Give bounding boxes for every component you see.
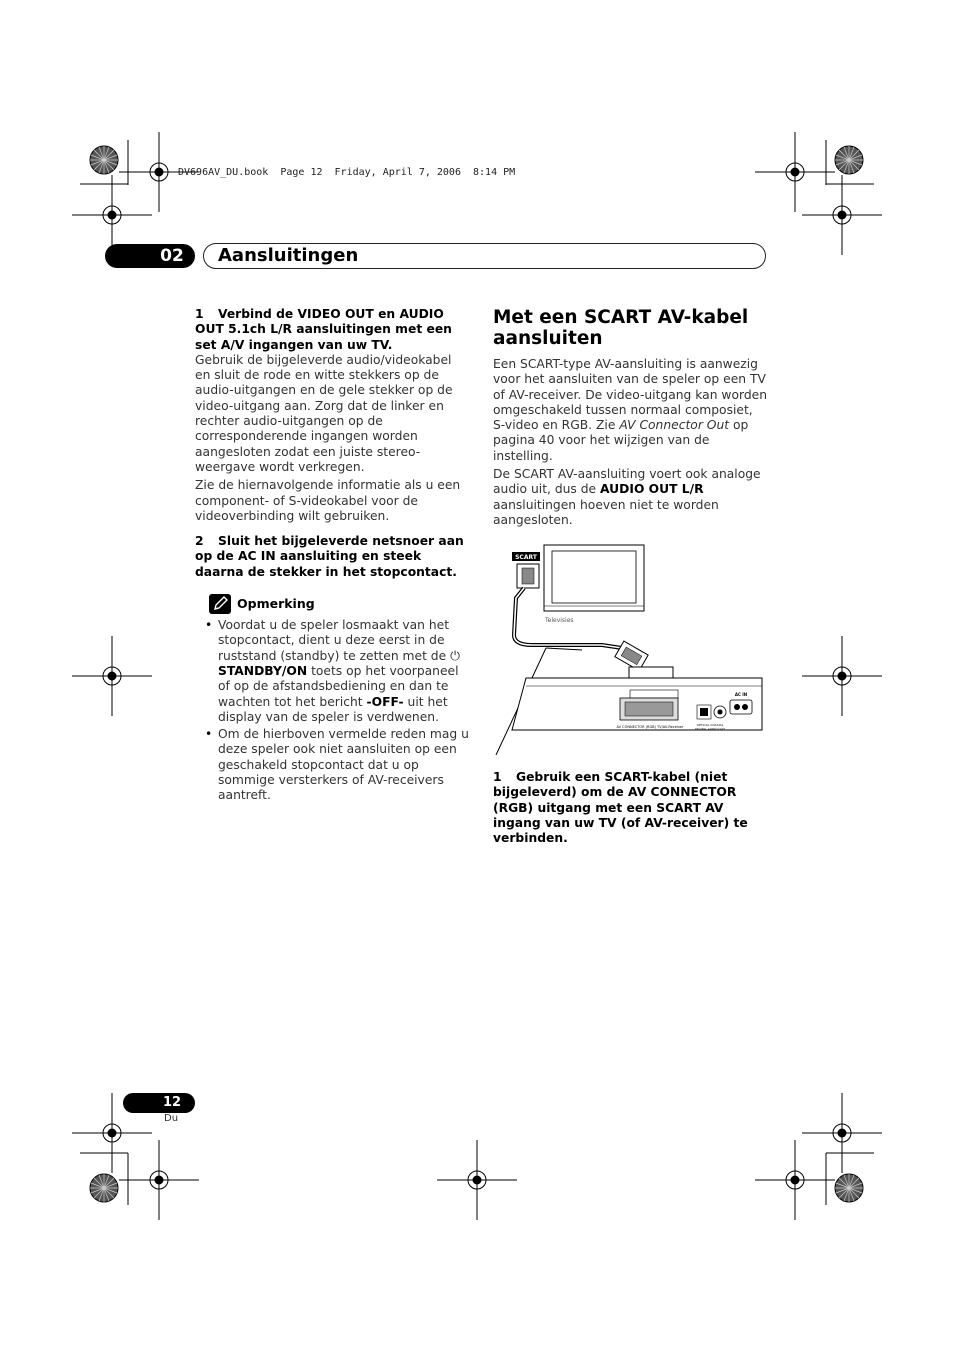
page-number: 12 xyxy=(162,1095,182,1110)
note-title: Opmerking xyxy=(237,596,315,612)
scart-plug-player xyxy=(615,641,648,671)
step-number: 1 xyxy=(195,307,204,321)
registration-cross-icon xyxy=(72,175,152,255)
list-item: • Om de hierboven vermelde reden mag u deze speler ook niet aansluiten op een geschakeld stopcontact dat u op sommige versterkers of AV-receivers aantreft. xyxy=(218,727,470,803)
paragraph: Een SCART-type AV-aansluiting is aanwezig voor het aansluiten van de speler op een TV of AV-receiver. De video-uitgang kan worden omgeschakeld tussen normaal composiet, S-video en RGB. Zie AV Connector Out op pagina 40 voor het wijzigen van de instelling. xyxy=(493,357,768,463)
registration-cross-icon xyxy=(437,1140,517,1220)
step-title: Gebruik een SCART-kabel (niet bijgeleverd) om de AV CONNECTOR (RGB) uitgang met een SCART AV ingang van uw TV (of AV-receiver) te verbinden. xyxy=(493,770,748,846)
right-column xyxy=(493,307,768,528)
step-2-heading xyxy=(195,534,470,580)
file-header: DV696AV_DU.book Page 12 Friday, April 7, 2006 8:14 PM xyxy=(178,167,516,178)
digital-caption: DIGITAL AUDIO OUT xyxy=(695,727,725,731)
registration-cross-icon xyxy=(119,1140,199,1220)
scart-label: SCART xyxy=(515,554,537,561)
registration-star-icon xyxy=(90,1174,118,1202)
paragraph: Gebruik de bijgeleverde audio/videokabel en sluit de rode en witte stekkers op de audio-uitgangen en de gele stekker op de video-uitgang aan. Zorg dat de linker en rechter audio-uitgangen op de corresponderende ingangen worden aangesloten zodat een juiste stereo-weergave wordt verkregen. xyxy=(195,352,453,474)
note-list xyxy=(195,618,470,804)
registration-star-icon xyxy=(90,146,118,174)
step-number: 2 xyxy=(195,534,204,549)
section-title: Met een SCART AV-kabel aansluiten xyxy=(493,307,749,349)
paragraph: De SCART AV-aansluiting voert ook analoge audio uit, dus de AUDIO OUT L/R aansluitingen hoeven niet te worden aangesloten. xyxy=(493,467,761,527)
ac-in-port xyxy=(730,700,752,714)
registration-cross-icon xyxy=(802,636,882,716)
chapter-title: Aansluitingen xyxy=(218,245,359,266)
left-column xyxy=(195,307,470,806)
registration-star-icon xyxy=(835,146,863,174)
registration-cross-icon xyxy=(72,636,152,716)
pencil-note-icon xyxy=(209,594,231,614)
registration-cross-icon xyxy=(755,132,835,212)
registration-cross-icon xyxy=(755,1140,835,1220)
digital-label: OPTICAL COAXIAL xyxy=(696,723,724,727)
right-step-1-heading xyxy=(493,770,773,846)
chapter-number: 02 xyxy=(160,246,184,266)
registration-cross-icon xyxy=(802,1093,882,1173)
ac-in-label: AC IN xyxy=(734,692,748,697)
step-number: 1 xyxy=(493,770,502,784)
note-heading xyxy=(209,594,470,614)
step-title: Verbind de VIDEO OUT en AUDIO OUT 5.1ch L/R aansluitingen met een set A/V ingangen van uw TV. xyxy=(195,307,452,352)
registration-star-icon xyxy=(835,1174,863,1202)
page-language: Du xyxy=(164,1113,179,1124)
tv-screen xyxy=(552,551,636,603)
tv-caption: Televisies xyxy=(545,617,574,624)
list-item: • Voordat u de speler losmaakt van het stopcontact, dient u deze eerst in de ruststand (standby) te zetten met de ⏻ STANDBY/ON toets op het voorpaneel of op de afstandsbediening en dan te wachten tot het bericht -OFF- uit het display van de speler is verdwenen. xyxy=(218,618,470,725)
registration-cross-icon xyxy=(802,175,882,255)
power-icon: ⏻ xyxy=(450,648,460,663)
step-title: Sluit het bijgeleverde netsnoer aan op de AC IN aansluiting en steek daarna de stekker in het stopcontact. xyxy=(195,534,464,579)
connector-label: AV CONNECTOR (RGB) TV/AV-Receiver xyxy=(616,725,684,729)
scart-connection-diagram xyxy=(492,540,772,765)
paragraph: Zie de hiernavolgende informatie als u een component- of S-videokabel voor de videoverbinding wilt gebruiken. xyxy=(195,478,461,523)
step-1-heading xyxy=(195,307,470,353)
